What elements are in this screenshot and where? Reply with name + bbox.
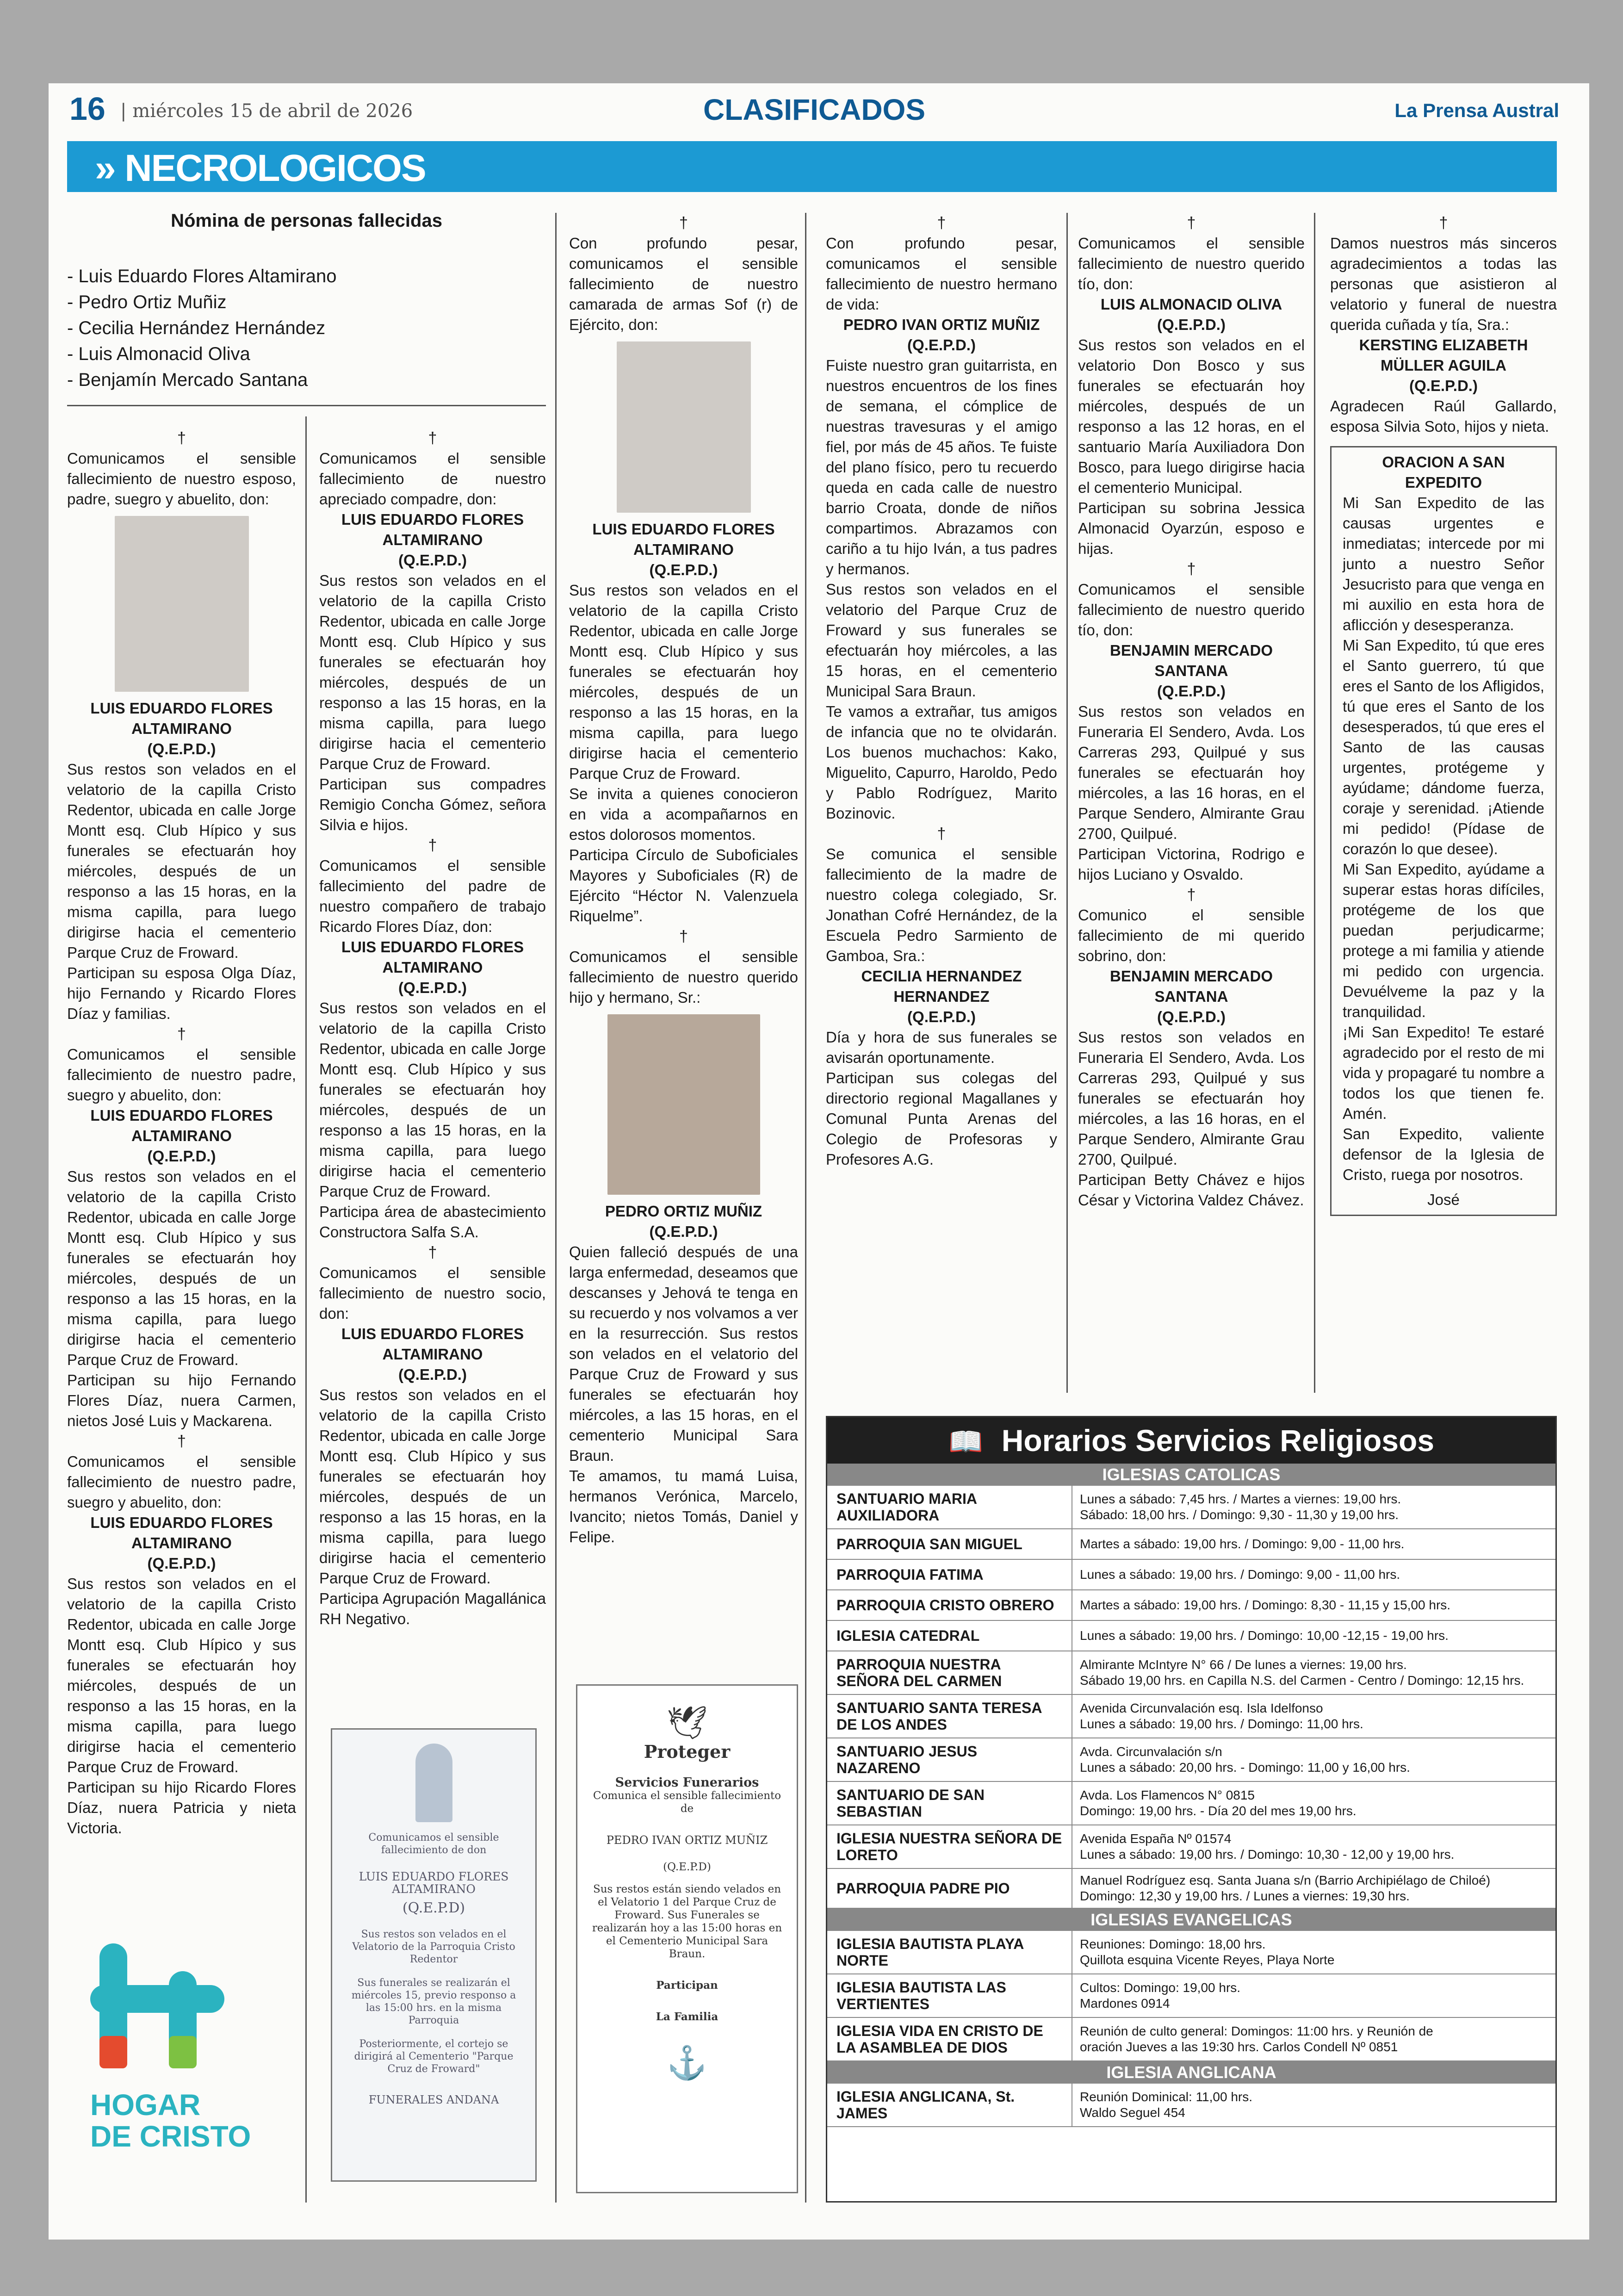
deceased-name: LUIS ALMONACID OLIVA bbox=[1100, 296, 1282, 313]
church-name: IGLESIA BAUTISTA LAS VERTIENTES bbox=[827, 1974, 1072, 2017]
notice bbox=[826, 824, 1057, 1170]
church-name: SANTUARIO SANTA TERESA DE LOS ANDES bbox=[827, 1695, 1072, 1738]
column-divider bbox=[305, 416, 307, 2203]
deceased-name: PEDRO IVAN ORTIZ MUÑIZ bbox=[843, 316, 1040, 333]
service-line: Almirante McIntyre N° 66 / De lunes a viernes: 19,00 hrs. bbox=[1080, 1657, 1407, 1672]
notice bbox=[826, 213, 1057, 824]
cross-icon: † bbox=[1187, 886, 1196, 904]
notice-intro: Comunicamos el sensible fallecimiento de nuestro querido tío, don: bbox=[1078, 581, 1305, 639]
notice bbox=[569, 213, 798, 926]
deceased-photo bbox=[617, 341, 751, 513]
deceased-name: LUIS EDUARDO FLORES ALTAMIRANO bbox=[341, 1325, 524, 1363]
column-2 bbox=[319, 428, 546, 1629]
notice-intro: Comunicamos el sensible fallecimiento de nuestro apreciado compadre, don: bbox=[319, 450, 546, 508]
nomina-item: - Cecilia Hernández Hernández bbox=[67, 318, 326, 338]
hogar-de-cristo-mark-icon bbox=[90, 1943, 229, 2082]
notice-intro: Comunicamos el sensible fallecimiento de nuestro padre, suegro y abuelito, don: bbox=[67, 1453, 296, 1511]
service-line: Quillota esquina Vicente Reyes, Playa Norte bbox=[1080, 1953, 1335, 1967]
nomina-item: - Pedro Ortiz Muñiz bbox=[67, 292, 227, 312]
cross-icon: † bbox=[1439, 214, 1448, 232]
qepd: (Q.E.P.D.) bbox=[907, 336, 976, 354]
table-row bbox=[827, 1974, 1555, 2018]
service-line: Lunes a sábado: 19,00 hrs. / Domingo: 9,00 - 11,00 hrs. bbox=[1080, 1567, 1400, 1582]
qepd: (Q.E.P.D.) bbox=[1157, 683, 1226, 700]
deceased-name: LUIS EDUARDO FLORES ALTAMIRANO bbox=[592, 521, 775, 558]
column-6 bbox=[1330, 213, 1557, 1216]
notice-sign: Te amamos, tu mamá Luisa, hermanos Verónica, Marcelo, Ivancito; nietos Tomás, Daniel y Felipe. bbox=[569, 1467, 798, 1545]
cross-icon: † bbox=[937, 825, 946, 843]
newspaper-name: La Prensa Austral bbox=[1394, 99, 1559, 121]
card-text: Comunicamos el sensible fallecimiento de don bbox=[368, 1832, 499, 1856]
table-row bbox=[827, 1825, 1555, 1869]
nomina-list bbox=[67, 211, 546, 393]
table-row bbox=[827, 1738, 1555, 1782]
notice-sign: Participa Agrupación Magallánica RH Negativo. bbox=[319, 1590, 546, 1627]
service-line: Sábado: 18,00 hrs. / Domingo: 9,30 - 11,30 y 19,00 hrs. bbox=[1080, 1508, 1399, 1522]
church-name: IGLESIA NUESTRA SEÑORA DE LORETO bbox=[827, 1825, 1072, 1868]
service-line: Reunión Dominical: 11,00 hrs. bbox=[1080, 2090, 1253, 2104]
logo-text: DE CRISTO bbox=[90, 2120, 251, 2153]
service-times bbox=[1072, 1529, 1555, 1559]
deceased-name: PEDRO ORTIZ MUÑIZ bbox=[605, 1203, 762, 1220]
open-bible-icon: 📖 bbox=[948, 1426, 983, 1457]
cross-icon: † bbox=[177, 1025, 186, 1043]
anglicana-rows bbox=[827, 2084, 1555, 2127]
cross-icon: † bbox=[177, 429, 186, 447]
table-title-text: Horarios Servicios Religiosos bbox=[1001, 1423, 1435, 1458]
funerales-andana-card bbox=[331, 1728, 537, 2182]
table-row bbox=[827, 1651, 1555, 1695]
service-line: Avenida España Nº 01574 bbox=[1080, 1831, 1232, 1846]
prayer-sign: José bbox=[1427, 1191, 1460, 1208]
service-line: Lunes a sábado: 7,45 hrs. / Martes a viernes: 19,00 hrs. bbox=[1080, 1492, 1401, 1506]
page-date: | miércoles 15 de abril de 2026 bbox=[120, 100, 413, 122]
qepd: (Q.E.P.D.) bbox=[1409, 377, 1478, 394]
prayer-paragraph: San Expedito, valiente defensor de la Iglesia de Cristo, ruega por nosotros. bbox=[1343, 1125, 1544, 1183]
service-times bbox=[1072, 1651, 1555, 1694]
service-times bbox=[1072, 1825, 1555, 1868]
card-subtitle: Servicios Funerarios bbox=[615, 1775, 759, 1790]
service-times bbox=[1072, 1869, 1555, 1908]
qepd: (Q.E.P.D.) bbox=[398, 1366, 467, 1383]
notice-body: Sus restos son velados en el velatorio de la capilla Cristo Redentor, ubicada en calle Jorge Montt esq. Club Hípico y sus funerales se efectuarán hoy miércoles, después de un responso a las 15 horas, en la misma capilla, para luego dirigirse hacia el cementerio Parque Cruz de Froward. bbox=[319, 1386, 546, 1587]
card-text: Sus restos son velados en el Velatorio de la Parroquia Cristo Redentor bbox=[352, 1929, 515, 1965]
deceased-name: LUIS EDUARDO FLORES ALTAMIRANO bbox=[90, 1514, 273, 1551]
card-name: PEDRO IVAN ORTIZ MUÑIZ bbox=[606, 1834, 768, 1847]
table-row bbox=[827, 1529, 1555, 1560]
hogar-de-cristo-logo bbox=[90, 1943, 275, 2184]
notice-body: Quien falleció después de una larga enfermedad, deseamos que descanses y Jehová te tenga en su recuerdo y nos volvamos a ver en la resurrección. Sus restos son velados en el velatorio del Parque Cruz de Froward y sus funerales se efectuarán hoy miércoles, a las 15 horas, en el cementerio Municipal Sara Braun. bbox=[569, 1243, 798, 1464]
deceased-name: LUIS EDUARDO FLORES ALTAMIRANO bbox=[90, 1107, 273, 1144]
deceased-name: CECILIA HERNANDEZ HERNANDEZ bbox=[861, 968, 1022, 1005]
notice-intro: Comunicamos el sensible fallecimiento de nuestro querido tío, don: bbox=[1078, 235, 1305, 292]
notice bbox=[1078, 885, 1305, 1210]
service-times bbox=[1072, 1621, 1555, 1651]
proteger-card bbox=[576, 1684, 798, 2193]
notice-sign: Participan su esposa Olga Díaz, hijo Fernando y Ricardo Flores Díaz y familias. bbox=[67, 964, 296, 1022]
section-title: CLASIFICADOS bbox=[703, 93, 925, 126]
card-brand: Proteger bbox=[644, 1741, 731, 1762]
anchor-cross-icon: ⚓ bbox=[667, 2044, 707, 2082]
table-row bbox=[827, 1782, 1555, 1825]
qepd: (Q.E.P.D.) bbox=[649, 561, 718, 578]
table-row bbox=[827, 1486, 1555, 1529]
prayer-paragraph: Mi San Expedito de las causas urgentes e inmediatas; intercede por mi junto a nuestro Señor Jesucristo para que venga en mi auxilio en esta hora de aflicción y desesperanza. bbox=[1343, 494, 1544, 633]
notice-intro: Comunicamos el sensible fallecimiento de nuestro socio, don: bbox=[319, 1264, 546, 1322]
notice-intro: Con profundo pesar, comunicamos el sensible fallecimiento de nuestro hermano de vida: bbox=[826, 235, 1057, 313]
table-row bbox=[827, 1560, 1555, 1590]
dove-icon: 🕊 bbox=[666, 1704, 708, 1742]
notice bbox=[1078, 213, 1305, 559]
church-name: IGLESIA CATEDRAL bbox=[827, 1621, 1072, 1651]
qepd: (Q.E.P.D.) bbox=[147, 1148, 216, 1165]
church-name: IGLESIA VIDA EN CRISTO DE LA ASAMBLEA DE DIOS bbox=[827, 2018, 1072, 2060]
category-header: IGLESIAS EVANGELICAS bbox=[827, 1909, 1555, 1931]
church-name: SANTUARIO DE SAN SEBASTIAN bbox=[827, 1782, 1072, 1824]
necrologicos-banner bbox=[67, 141, 1557, 192]
service-line: Waldo Seguel 454 bbox=[1080, 2105, 1185, 2120]
notice bbox=[319, 1242, 546, 1629]
notice-body: Sus restos son velados en el velatorio de la capilla Cristo Redentor, ubicada en calle Jorge Montt esq. Club Hípico y sus funerales se efectuarán hoy miércoles, después de un responso a las 15 horas, en la misma capilla, para luego dirigirse hacia el cementerio Parque Cruz de Froward. bbox=[67, 1575, 296, 1775]
notice-sign: Participan su hijo Ricardo Flores Díaz, nuera Patricia y nieta Victoria. bbox=[67, 1779, 296, 1837]
church-name: SANTUARIO MARIA AUXILIADORA bbox=[827, 1486, 1072, 1528]
thanks-notice bbox=[1330, 213, 1557, 437]
notice bbox=[569, 926, 798, 1547]
service-times bbox=[1072, 2018, 1555, 2060]
table-row bbox=[827, 2084, 1555, 2127]
notice-sign: Participan sus colegas del directorio regional Magallanes y Comunal Punta Arenas del Colegio de Profesoras y Profesores A.G. bbox=[826, 1069, 1057, 1168]
cross-icon: † bbox=[428, 1244, 437, 1261]
service-times bbox=[1072, 1695, 1555, 1738]
table-row bbox=[827, 1931, 1555, 1974]
deceased-photo bbox=[115, 516, 249, 692]
deceased-name: LUIS EDUARDO FLORES ALTAMIRANO bbox=[341, 938, 524, 976]
column-divider bbox=[1066, 213, 1068, 1393]
virgin-image-icon bbox=[415, 1744, 452, 1822]
notice-body: Sus restos son velados en el velatorio de la capilla Cristo Redentor, ubicada en calle Jorge Montt esq. Club Hípico y sus funerales se efectuarán hoy miércoles, después de un responso a las 15 horas, en la misma capilla, para luego dirigirse hacia el cementerio Parque Cruz de Froward. bbox=[319, 572, 546, 772]
notice-body: Sus restos son velados en el velatorio de la capilla Cristo Redentor, ubicada en calle Jorge Montt esq. Club Hípico y sus funerales se efectuarán hoy miércoles, después de un responso a las 15 horas, en la misma capilla, para luego dirigirse hacia el cementerio Parque Cruz de Froward. bbox=[319, 999, 546, 1200]
service-line: Martes a sábado: 19,00 hrs. / Domingo: 8,30 - 11,15 y 15,00 hrs. bbox=[1080, 1598, 1451, 1612]
cross-icon: † bbox=[679, 928, 688, 945]
table-row bbox=[827, 1695, 1555, 1738]
card-text: Sus funerales se realizarán el miércoles 15, previo responso a las 15:00 hrs. en la misma Parroquia bbox=[351, 1977, 516, 2026]
service-times bbox=[1072, 1931, 1555, 1973]
notice-intro: Comunicamos el sensible fallecimiento del padre de nuestro compañero de trabajo Ricardo Flores Díaz, don: bbox=[319, 857, 546, 935]
service-line: Domingo: 19,00 hrs. - Día 20 del mes 19,00 hrs. bbox=[1080, 1804, 1357, 1818]
service-line: Sábado 19,00 hrs. en Capilla N.S. del Carmen - Centro / Domingo: 12,15 hrs. bbox=[1080, 1673, 1524, 1688]
church-name: IGLESIA ANGLICANA, St. JAMES bbox=[827, 2084, 1072, 2126]
service-line: Domingo: 12,30 y 19,00 hrs. / Lunes a viernes: 19,30 hrs. bbox=[1080, 1889, 1410, 1903]
notice-body: Día y hora de sus funerales se avisarán oportunamente. bbox=[826, 1029, 1057, 1066]
service-times bbox=[1072, 1590, 1555, 1620]
nomina-item: - Benjamín Mercado Santana bbox=[67, 370, 308, 390]
divider bbox=[67, 405, 546, 406]
service-line: Reunión de culto general: Domingos: 11:00 hrs. y Reunión de bbox=[1080, 2024, 1433, 2038]
cross-icon: † bbox=[177, 1433, 186, 1450]
prayer-paragraph: Mi San Expedito, tú que eres el Santo guerrero, tú que eres el Santo de los Afligidos, tú que eres el Santo de los desesperados, tú que eres el Santo de las causas urgentes, protégeme y ayúdame; dándome fuerza, coraje y serenidad. ¡Atiende mi pedido! (Pídase de corazón lo que desee). bbox=[1343, 637, 1544, 857]
column-divider bbox=[555, 213, 557, 2203]
notice-body: Sus restos son velados en el velatorio de la capilla Cristo Redentor, ubicada en calle Jorge Montt esq. Club Hípico y sus funerales se efectuarán hoy miércoles, después de un responso a las 15 horas, en la misma capilla, para luego dirigirse hacia el cementerio Parque Cruz de Froward. bbox=[67, 761, 296, 961]
cross-icon: † bbox=[937, 214, 946, 232]
deceased-photo bbox=[607, 1014, 760, 1195]
notice bbox=[319, 835, 546, 1242]
nomina-item: - Luis Eduardo Flores Altamirano bbox=[67, 266, 337, 286]
qepd: (Q.E.P.D.) bbox=[649, 1223, 718, 1240]
qepd: (Q.E.P.D.) bbox=[1157, 316, 1226, 333]
service-times bbox=[1072, 1560, 1555, 1589]
church-name: PARROQUIA FATIMA bbox=[827, 1560, 1072, 1589]
cross-icon: † bbox=[1187, 560, 1196, 578]
church-name: IGLESIA BAUTISTA PLAYA NORTE bbox=[827, 1931, 1072, 1973]
prayer-box bbox=[1330, 446, 1557, 1216]
page-header bbox=[69, 90, 1559, 130]
prayer-title: ORACION A SAN EXPEDITO bbox=[1382, 453, 1505, 491]
column-3 bbox=[569, 213, 798, 1547]
service-line: Manuel Rodríguez esq. Santa Juana s/n (Barrio Archipiélago de Chiloé) bbox=[1080, 1873, 1491, 1887]
card-name: LUIS EDUARDO FLORES ALTAMIRANO bbox=[359, 1870, 509, 1896]
notice-sign: Participan Betty Chávez e hijos César y Victorina Valdez Chávez. bbox=[1078, 1171, 1305, 1209]
service-line: Reuniones: Domingo: 18,00 hrs. bbox=[1080, 1937, 1266, 1951]
card-qepd: (Q.E.P.D) bbox=[663, 1861, 711, 1873]
deceased-name: BENJAMIN MERCADO SANTANA bbox=[1109, 642, 1273, 679]
evangelicas-rows bbox=[827, 1931, 1555, 2061]
column-divider bbox=[805, 213, 806, 2203]
notice-sign: Participan su hijo Fernando Flores Díaz, nuera Carmen, nietos José Luis y Mackarena. bbox=[67, 1371, 296, 1429]
notice-body: Sus restos son velados en Funeraria El Sendero, Avda. Los Carreras 293, Quilpué y sus funerales se efectuarán hoy miércoles, a las 16 horas, en el Parque Sendero, Almirante Grau 2700, Quilpué. bbox=[1078, 703, 1305, 842]
notice-intro: Comunicamos el sensible fallecimiento de nuestro querido hijo y hermano, Sr.: bbox=[569, 948, 798, 1006]
table-row bbox=[827, 1590, 1555, 1621]
banner-title: » NECROLOGICOS bbox=[95, 147, 426, 189]
service-times bbox=[1072, 1974, 1555, 2017]
service-line: oración Jueves a las 19:30 hrs. Carlos Condell Nº 0851 bbox=[1080, 2040, 1398, 2054]
catolicas-rows bbox=[827, 1486, 1555, 1909]
qepd: (Q.E.P.D.) bbox=[147, 1555, 216, 1572]
card-text: Participan bbox=[656, 1979, 718, 1992]
service-line: Martes a sábado: 19,00 hrs. / Domingo: 9,00 - 11,00 hrs. bbox=[1080, 1537, 1405, 1551]
notice-intro: Se comunica el sensible fallecimiento de la madre de nuestro colega colegiado, Sr. Jonathan Cofré Hernández, de la Escuela Pedro Sarmiento de Gamboa, Sra.: bbox=[826, 845, 1057, 964]
qepd: (Q.E.P.D.) bbox=[398, 552, 467, 569]
notice bbox=[1078, 559, 1305, 885]
prayer-paragraph: Mi San Expedito, ayúdame a superar estas horas difíciles, protégeme de los que puedan perjudicarme; protege a mi familia y atiende mi pedido con urgencia. Devuélveme la paz y la tranquilidad. bbox=[1343, 861, 1544, 1020]
notice-body: Fuiste nuestro gran guitarrista, en nuestros encuentros de los fines de semana, el cómplice de nuestras travesuras y el amigo fiel, por más de 45 años. Te fuiste del plano físico, pero tu recuerdo queda en cada calle de nuestro barrio Croata, donde de niños compartimos. Abrazamos con cariño a tu hijo Iván, a tus padres y hermanos. bbox=[826, 357, 1057, 577]
notice-body: Sus restos son velados en Funeraria El Sendero, Avda. Los Carreras 293, Quilpué y sus funerales se efectuarán hoy miércoles, a las 16 horas, en el Parque Sendero, Almirante Grau 2700, Quilpué. bbox=[1078, 1029, 1305, 1168]
table-row bbox=[827, 2018, 1555, 2061]
column-divider bbox=[1314, 213, 1315, 1393]
religious-services-table bbox=[826, 1416, 1557, 2203]
card-text: Comunica el sensible fallecimiento de bbox=[593, 1790, 781, 1815]
notice-extra: Se invita a quienes conocieron en vida a acompañarnos en estos dolorosos momentos. bbox=[569, 785, 798, 843]
column-1 bbox=[67, 428, 296, 1838]
qepd: (Q.E.P.D.) bbox=[907, 1008, 976, 1025]
card-qepd: (Q.E.P.D) bbox=[402, 1900, 465, 1916]
deceased-name: BENJAMIN MERCADO SANTANA bbox=[1109, 968, 1273, 1005]
notice-intro: Damos nuestros más sinceros agradecimientos a todas las personas que asistieron al velatorio y funeral de nuestra querida cuñada y tía, Sra.: bbox=[1330, 235, 1557, 333]
service-times bbox=[1072, 1486, 1555, 1528]
service-line: Lunes a sábado: 19,00 hrs. / Domingo: 10,00 -12,15 - 19,00 hrs. bbox=[1080, 1628, 1449, 1643]
deceased-name: LUIS EDUARDO FLORES ALTAMIRANO bbox=[341, 511, 524, 548]
category-header: IGLESIA ANGLICANA bbox=[827, 2061, 1555, 2084]
nomina-item: - Luis Almonacid Oliva bbox=[67, 344, 250, 364]
service-times bbox=[1072, 2084, 1555, 2126]
notice-body: Sus restos son velados en el velatorio Don Bosco y sus funerales se efectuarán hoy miércoles, después de un responso a las 12 horas, en el santuario María Auxiliadora Don Bosco, para luego dirigirse hacia el cementerio Municipal. bbox=[1078, 336, 1305, 496]
card-text: Sus restos están siendo velados en el Velatorio 1 del Parque Cruz de Froward. Sus Funerales se realizarán hoy a las 15:00 horas en el Cementerio Municipal Sara Braun. bbox=[592, 1883, 782, 1960]
table-row bbox=[827, 1869, 1555, 1909]
church-name: PARROQUIA CRISTO OBRERO bbox=[827, 1590, 1072, 1620]
deceased-name: LUIS EDUARDO FLORES ALTAMIRANO bbox=[90, 700, 273, 737]
table-title bbox=[827, 1417, 1555, 1464]
notice-intro: Comunico el sensible fallecimiento de mi querido sobrino, don: bbox=[1078, 906, 1305, 964]
notice bbox=[67, 1024, 296, 1431]
cross-icon: † bbox=[428, 429, 437, 447]
cross-icon: † bbox=[428, 837, 437, 854]
cross-icon: † bbox=[1187, 214, 1196, 232]
service-line: Avenida Circunvalación esq. Isla Idelfonso bbox=[1080, 1701, 1323, 1715]
card-footer: FUNERALES ANDANA bbox=[368, 2093, 499, 2106]
notice-sign: Participan su sobrina Jessica Almonacid Oyarzún, esposo e hijas. bbox=[1078, 499, 1305, 557]
notice bbox=[319, 428, 546, 835]
qepd: (Q.E.P.D.) bbox=[1157, 1008, 1226, 1025]
service-line: Lunes a sábado: 19,00 hrs. / Domingo: 11,00 hrs. bbox=[1080, 1717, 1363, 1731]
nomina-title: Nómina de personas fallecidas bbox=[171, 211, 442, 231]
card-text: La Familia bbox=[656, 2011, 719, 2023]
church-name: PARROQUIA PADRE PIO bbox=[827, 1869, 1072, 1908]
service-line: Lunes a sábado: 20,00 hrs. - Domingo: 11,00 y 16,00 hrs. bbox=[1080, 1760, 1410, 1775]
qepd: (Q.E.P.D.) bbox=[147, 740, 216, 757]
church-name: PARROQUIA NUESTRA SEÑORA DEL CARMEN bbox=[827, 1651, 1072, 1694]
notice-extra: Sus restos son velados en el velatorio del Parque Cruz de Froward y sus funerales se efectuarán hoy miércoles, a las 15 horas, en el cementerio Municipal Sara Braun. bbox=[826, 581, 1057, 700]
notice-body: Sus restos son velados en el velatorio de la capilla Cristo Redentor, ubicada en calle Jorge Montt esq. Club Hípico y sus funerales se efectuarán hoy miércoles, después de un responso a las 15 horas, en la misma capilla, para luego dirigirse hacia el cementerio Parque Cruz de Froward. bbox=[67, 1168, 296, 1368]
prayer-paragraph: ¡Mi San Expedito! Te estaré agradecido por el resto de mi vida y propagaré tu nombre a todos los que tienen fe. Amén. bbox=[1343, 1024, 1544, 1122]
cross-icon: † bbox=[679, 214, 688, 232]
notice-sign: Agradecen Raúl Gallardo, esposa Silvia Soto, hijos y nieta. bbox=[1330, 397, 1557, 435]
notice-sign: Participan Victorina, Rodrigo e hijos Luciano y Osvaldo. bbox=[1078, 845, 1305, 883]
service-line: Mardones 0914 bbox=[1080, 1996, 1170, 2011]
service-times bbox=[1072, 1782, 1555, 1824]
notice-sign: Participa área de abastecimiento Constructora Salfa S.A. bbox=[319, 1203, 546, 1241]
notice-intro: Comunicamos el sensible fallecimiento de nuestro padre, suegro y abuelito, don: bbox=[67, 1046, 296, 1104]
notice-sign: Participan sus compadres Remigio Concha Gómez, señora Silvia e hijos. bbox=[319, 776, 546, 833]
notice-body: Sus restos son velados en el velatorio de la capilla Cristo Redentor, ubicada en calle Jorge Montt esq. Club Hípico y sus funerales se efectuarán hoy miércoles, después de un responso a las 15 horas, en la misma capilla, para luego dirigirse hacia el cementerio Parque Cruz de Froward. bbox=[569, 582, 798, 782]
service-times bbox=[1072, 1738, 1555, 1781]
category-header: IGLESIAS CATOLICAS bbox=[827, 1464, 1555, 1486]
logo-text: HOGAR bbox=[90, 2088, 201, 2122]
notice bbox=[67, 1431, 296, 1838]
notice-sign: Participa Círculo de Suboficiales Mayores y Suboficiales (R) de Ejército “Héctor N. Valenzuela Riquelme”. bbox=[569, 846, 798, 925]
column-4 bbox=[826, 213, 1057, 1170]
notice bbox=[67, 428, 296, 1024]
service-line: Avda. Circunvalación s/n bbox=[1080, 1744, 1222, 1759]
notice-intro: Con profundo pesar, comunicamos el sensible fallecimiento de nuestro camarada de armas Sof (r) de Ejército, don: bbox=[569, 235, 798, 333]
notice-intro: Comunicamos el sensible fallecimiento de nuestro esposo, padre, suegro y abuelito, don: bbox=[67, 450, 296, 508]
card-text: Posteriormente, el cortejo se dirigirá al Cementerio "Parque Cruz de Froward" bbox=[354, 2038, 514, 2075]
deceased-name: KERSTING ELIZABETH MÜLLER AGUILA bbox=[1359, 336, 1528, 374]
page-number: 16 bbox=[69, 91, 105, 127]
service-line: Avda. Los Flamencos N° 0815 bbox=[1080, 1788, 1255, 1802]
service-line: Cultos: Domingo: 19,00 hrs. bbox=[1080, 1980, 1241, 1995]
table-row bbox=[827, 1621, 1555, 1651]
church-name: PARROQUIA SAN MIGUEL bbox=[827, 1529, 1072, 1559]
service-line: Lunes a sábado: 19,00 hrs. / Domingo: 10,30 - 12,00 y 19,00 hrs. bbox=[1080, 1847, 1455, 1862]
column-5 bbox=[1078, 213, 1305, 1210]
qepd: (Q.E.P.D.) bbox=[398, 979, 467, 996]
church-name: SANTUARIO JESUS NAZARENO bbox=[827, 1738, 1072, 1781]
notice-sign: Te vamos a extrañar, tus amigos de infancia que no te olvidarán. Los buenos muchachos: Kako, Miguelito, Capurro, Haroldo, Pedo y Pablo Rodríguez, Marito Bozinovic. bbox=[826, 703, 1057, 822]
